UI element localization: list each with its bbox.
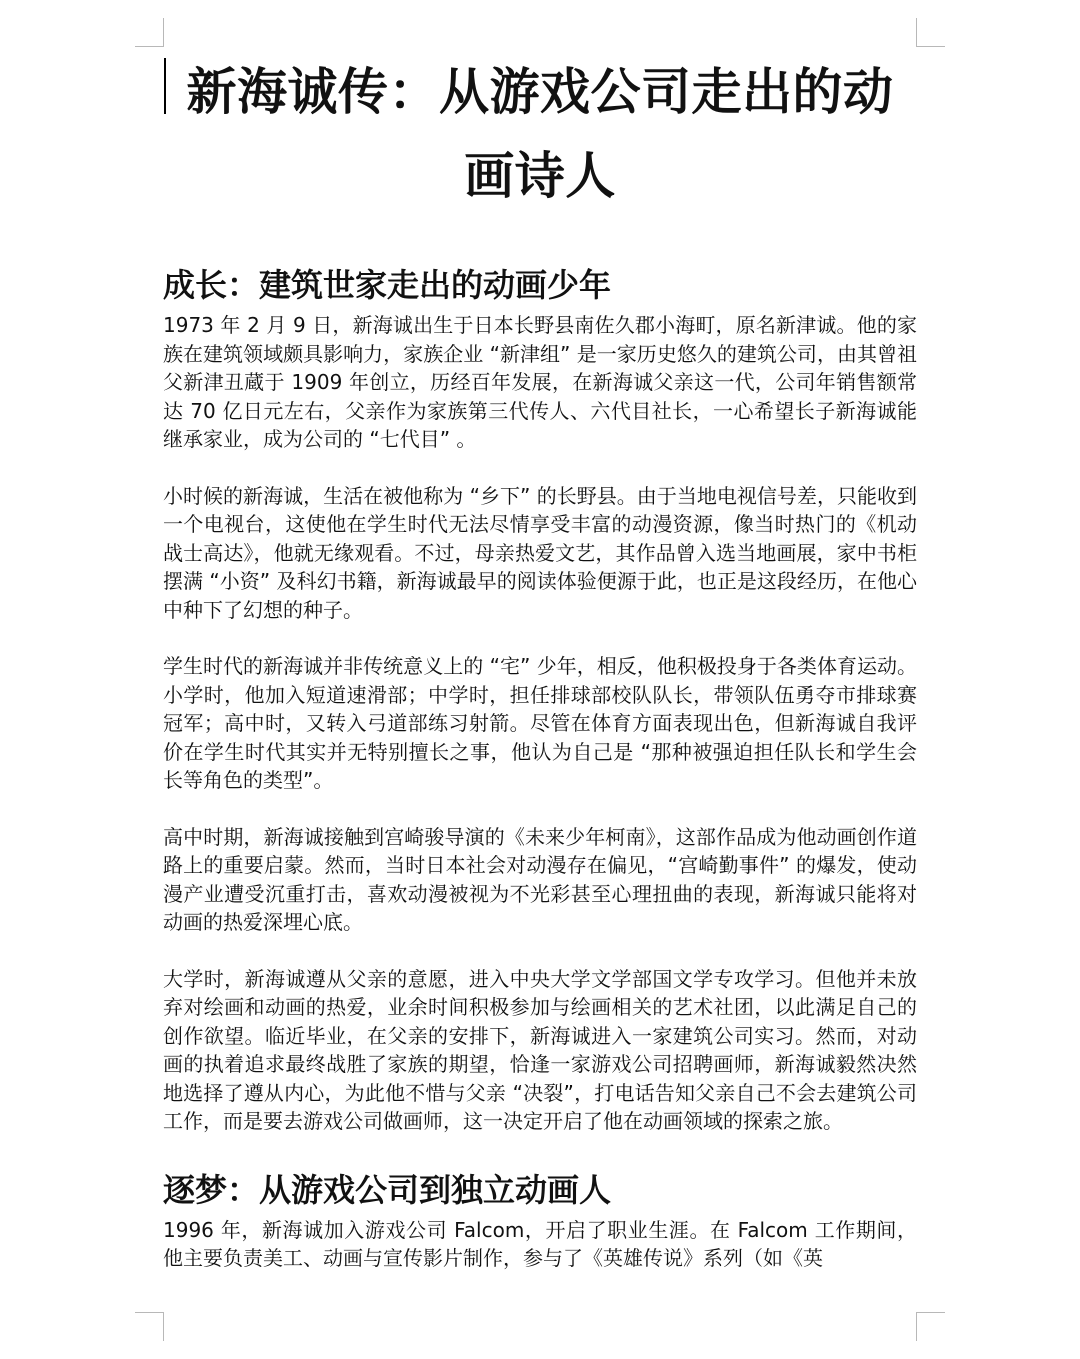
- document-body[interactable]: [163, 50, 917, 1273]
- paragraph: 1996 年，新海诚加入游戏公司 Falcom，开启了职业生涯。在 Falcom 工作期间，他主要负责美工、动画与宣传影片制作，参与了《英雄传说》系列（如《英: [163, 1217, 917, 1270]
- paragraph: 1973 年 2 月 9 日，新海诚出生于日本长野县南佐久郡小海町，原名新津诚。他的家族在建筑领域颇具影响力，家族企业 “新津组” 是一家历史悠久的建筑公司，由其曾祖父新津丑蔵于 1909 年创立，历经百年发展，在新海诚父亲这一代，公司年销售额常达 70 亿日元左右，父亲作为家族第三代传人、六代目社长，一心希望长子新海诚能继承家业，成为公司的 “七代目” 。: [163, 313, 917, 451]
- crop-mark-bottom-right: [916, 1312, 945, 1341]
- document-title: 新海诚传：从游戏公司走出的动画诗人: [186, 63, 894, 205]
- paragraph: 大学时，新海诚遵从父亲的意愿，进入中央大学文学部国文学专攻学习。但他并未放弃对绘画和动画的热爱，业余时间积极参加与绘画相关的艺术社团，以此满足自己的创作欲望。临近毕业，在父亲的安排下，新海诚进入一家建筑公司实习。然而，对动画的执着追求最终战胜了家族的期望，恰逢一家游戏公司招聘画师，新海诚毅然决然地选择了遵从内心，为此他不惜与父亲 “决裂”，打电话告知父亲自己不会去建筑公司工作，而是要去游戏公司做画师，这一决定开启了他在动画领域的探索之旅。: [163, 966, 917, 1133]
- section-heading-growth: 成长：建筑世家走出的动画少年: [163, 266, 612, 304]
- crop-mark-bottom-left: [135, 1312, 164, 1341]
- paragraph: 学生时代的新海诚并非传统意义上的 “宅” 少年，相反，他积极投身于各类体育运动。小学时，他加入短道速滑部；中学时，担任排球部校队队长，带领队伍勇夺市排球赛冠军；高中时，又转入弓道部练习射箭。尽管在体育方面表现出色，但新海诚自我评价在学生时代其实并无特别擅长之事，他认为自己是 “那种被强迫担任队长和学生会长等角色的类型”。: [163, 654, 917, 792]
- paragraph: 小时候的新海诚，生活在被他称为 “乡下” 的长野县。由于当地电视信号差，只能收到一个电视台，这使他在学生时代无法尽情享受丰富的动漫资源，像当时热门的《机动战士高达》，他就无缘观看。不过，母亲热爱文艺，其作品曾入选当地画展，家中书柜摆满 “小资” 及科幻书籍，新海诚最早的阅读体验便源于此，也正是这段经历，在他心中种下了幻想的种子。: [163, 483, 917, 622]
- section-heading-dream: 逐梦：从游戏公司到独立动画人: [163, 1170, 612, 1209]
- paragraph: 高中时期，新海诚接触到宫崎骏导演的《未来少年柯南》，这部作品成为他动画创作道路上的重要启蒙。然而，当时日本社会对动漫存在偏见，“宫崎勤事件” 的爆发，使动漫产业遭受沉重打击，喜欢动漫被视为不光彩甚至心理扭曲的表现，新海诚只能将对动画的热爱深埋心底。: [163, 824, 917, 934]
- crop-mark-top-left: [135, 18, 164, 47]
- crop-mark-top-right: [916, 18, 945, 47]
